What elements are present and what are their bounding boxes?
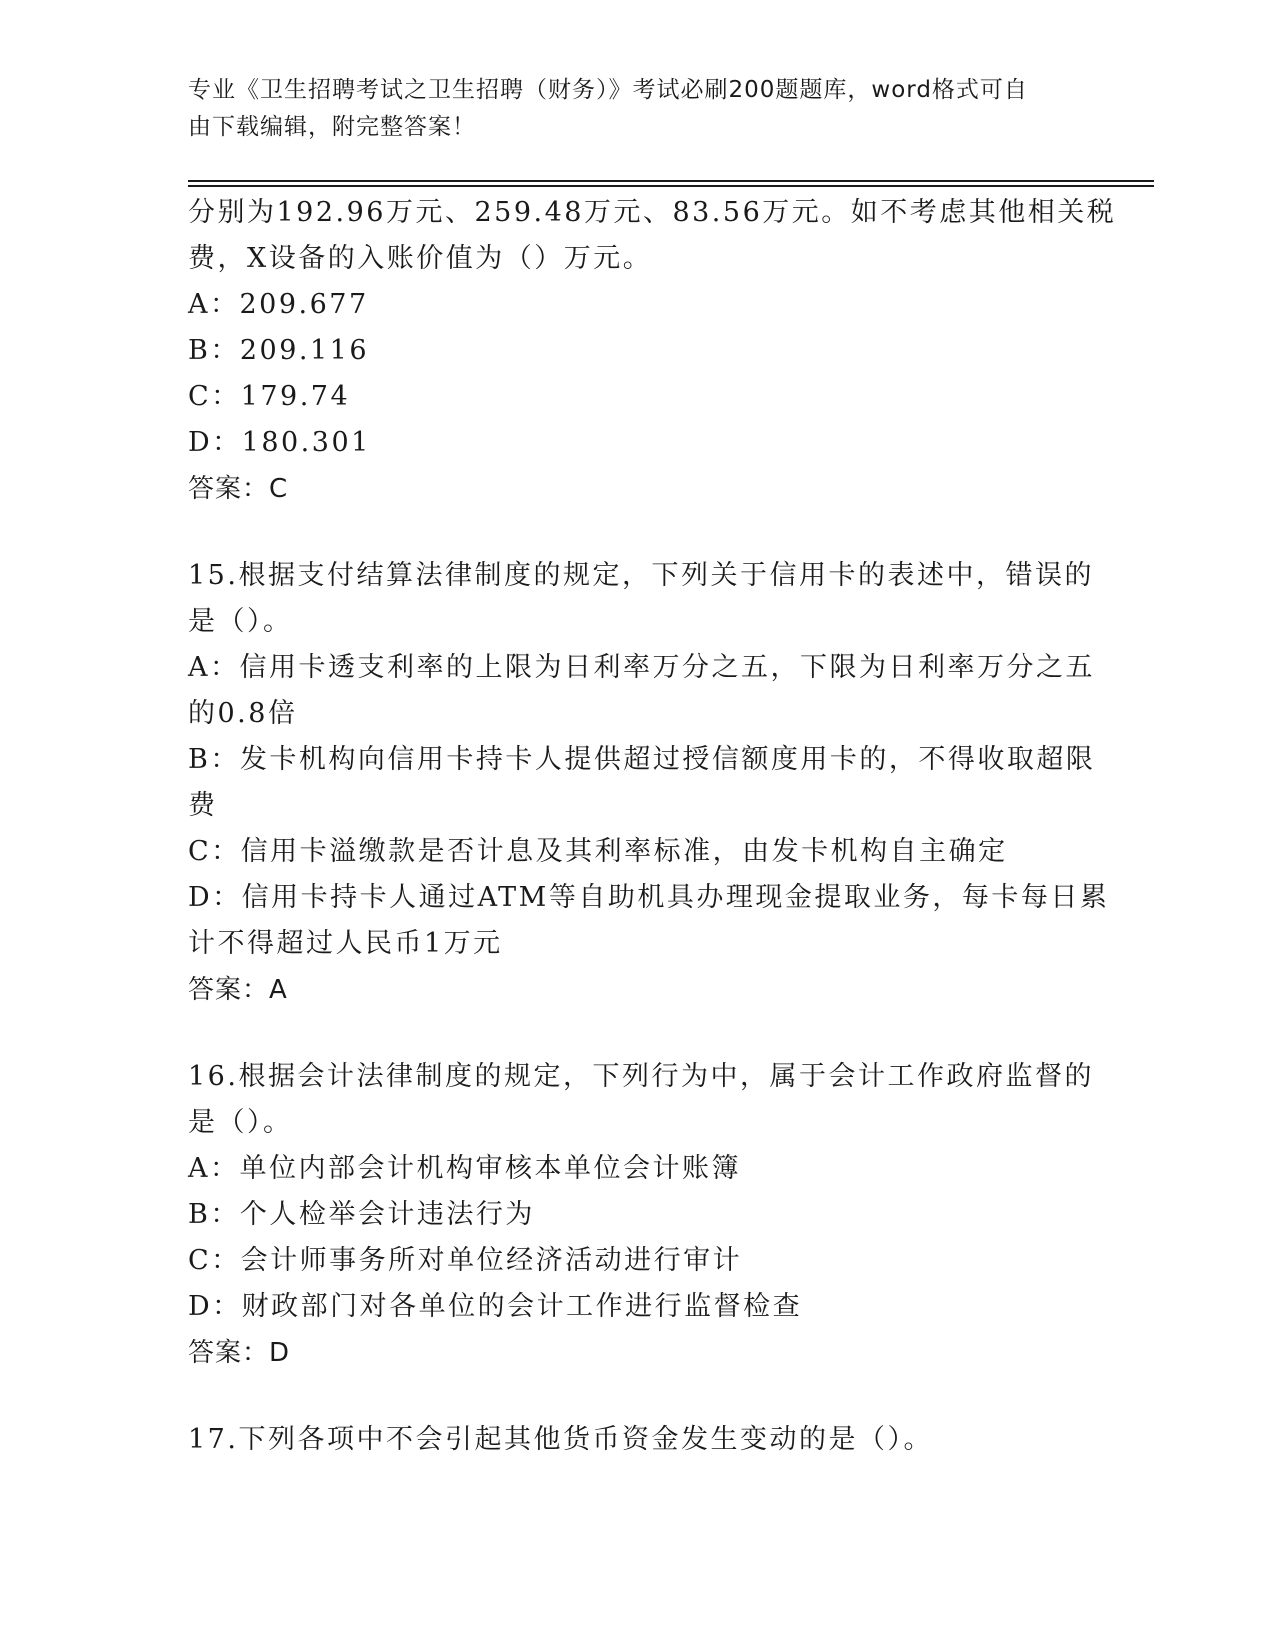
header-title-line-2: 由下载编辑，附完整答案！ bbox=[188, 114, 476, 140]
question-text-line: 15.根据支付结算法律制度的规定，下列关于信用卡的表述中，错误的 bbox=[188, 560, 1094, 591]
spacer bbox=[188, 1376, 1068, 1417]
header-divider-bottom bbox=[188, 185, 1154, 187]
option-a: A：209.677 bbox=[188, 289, 369, 320]
question-text-line: 分别为192.96万元、259.48万元、83.56万元。如不考虑其他相关税 bbox=[188, 197, 1117, 228]
option-b-continued: 费 bbox=[188, 790, 218, 821]
option-c: C：信用卡溢缴款是否计息及其利率标准，由发卡机构自主确定 bbox=[188, 836, 1008, 867]
page-header bbox=[188, 72, 1068, 146]
option-b: B：209.116 bbox=[188, 335, 369, 366]
option-a-continued: 的0.8倍 bbox=[188, 698, 298, 729]
option-d: D：财政部门对各单位的会计工作进行监督检查 bbox=[188, 1291, 803, 1322]
answer: 答案：A bbox=[188, 975, 288, 1005]
spacer bbox=[188, 1013, 1068, 1054]
option-d: D：180.301 bbox=[188, 427, 371, 458]
question-16 bbox=[188, 1054, 1094, 1376]
option-a: A：信用卡透支利率的上限为日利率万分之五，下限为日利率万分之五 bbox=[188, 652, 1095, 683]
answer: 答案：D bbox=[188, 1338, 291, 1368]
question-text-line: 是（）。 bbox=[188, 606, 293, 637]
question-text-line: 17.下列各项中不会引起其他货币资金发生变动的是（）。 bbox=[188, 1424, 933, 1455]
header-divider-top bbox=[188, 180, 1154, 182]
option-b: B：发卡机构向信用卡持卡人提供超过授信额度用卡的，不得收取超限 bbox=[188, 744, 1096, 775]
question-14 bbox=[188, 190, 1117, 512]
answer: 答案：C bbox=[188, 474, 289, 504]
question-text-line: 是（）。 bbox=[188, 1107, 293, 1138]
question-text-line: 费，X设备的入账价值为（）万元。 bbox=[188, 243, 653, 274]
question-15 bbox=[188, 553, 1110, 1013]
document-body bbox=[188, 190, 1117, 1463]
option-c: C：179.74 bbox=[188, 381, 351, 412]
spacer bbox=[188, 512, 1068, 553]
option-a: A：单位内部会计机构审核本单位会计账簿 bbox=[188, 1153, 741, 1184]
option-c: C：会计师事务所对单位经济活动进行审计 bbox=[188, 1245, 743, 1276]
header-title-line-1: 专业《卫生招聘考试之卫生招聘（财务）》考试必刷200题题库，word格式可自 bbox=[188, 77, 1028, 103]
question-text-line: 16.根据会计法律制度的规定，下列行为中，属于会计工作政府监督的 bbox=[188, 1061, 1094, 1092]
option-b: B：个人检举会计违法行为 bbox=[188, 1199, 535, 1230]
option-d-continued: 计不得超过人民币1万元 bbox=[188, 928, 503, 959]
question-17 bbox=[188, 1417, 1068, 1463]
option-d: D：信用卡持卡人通过ATM等自助机具办理现金提取业务，每卡每日累 bbox=[188, 882, 1110, 913]
